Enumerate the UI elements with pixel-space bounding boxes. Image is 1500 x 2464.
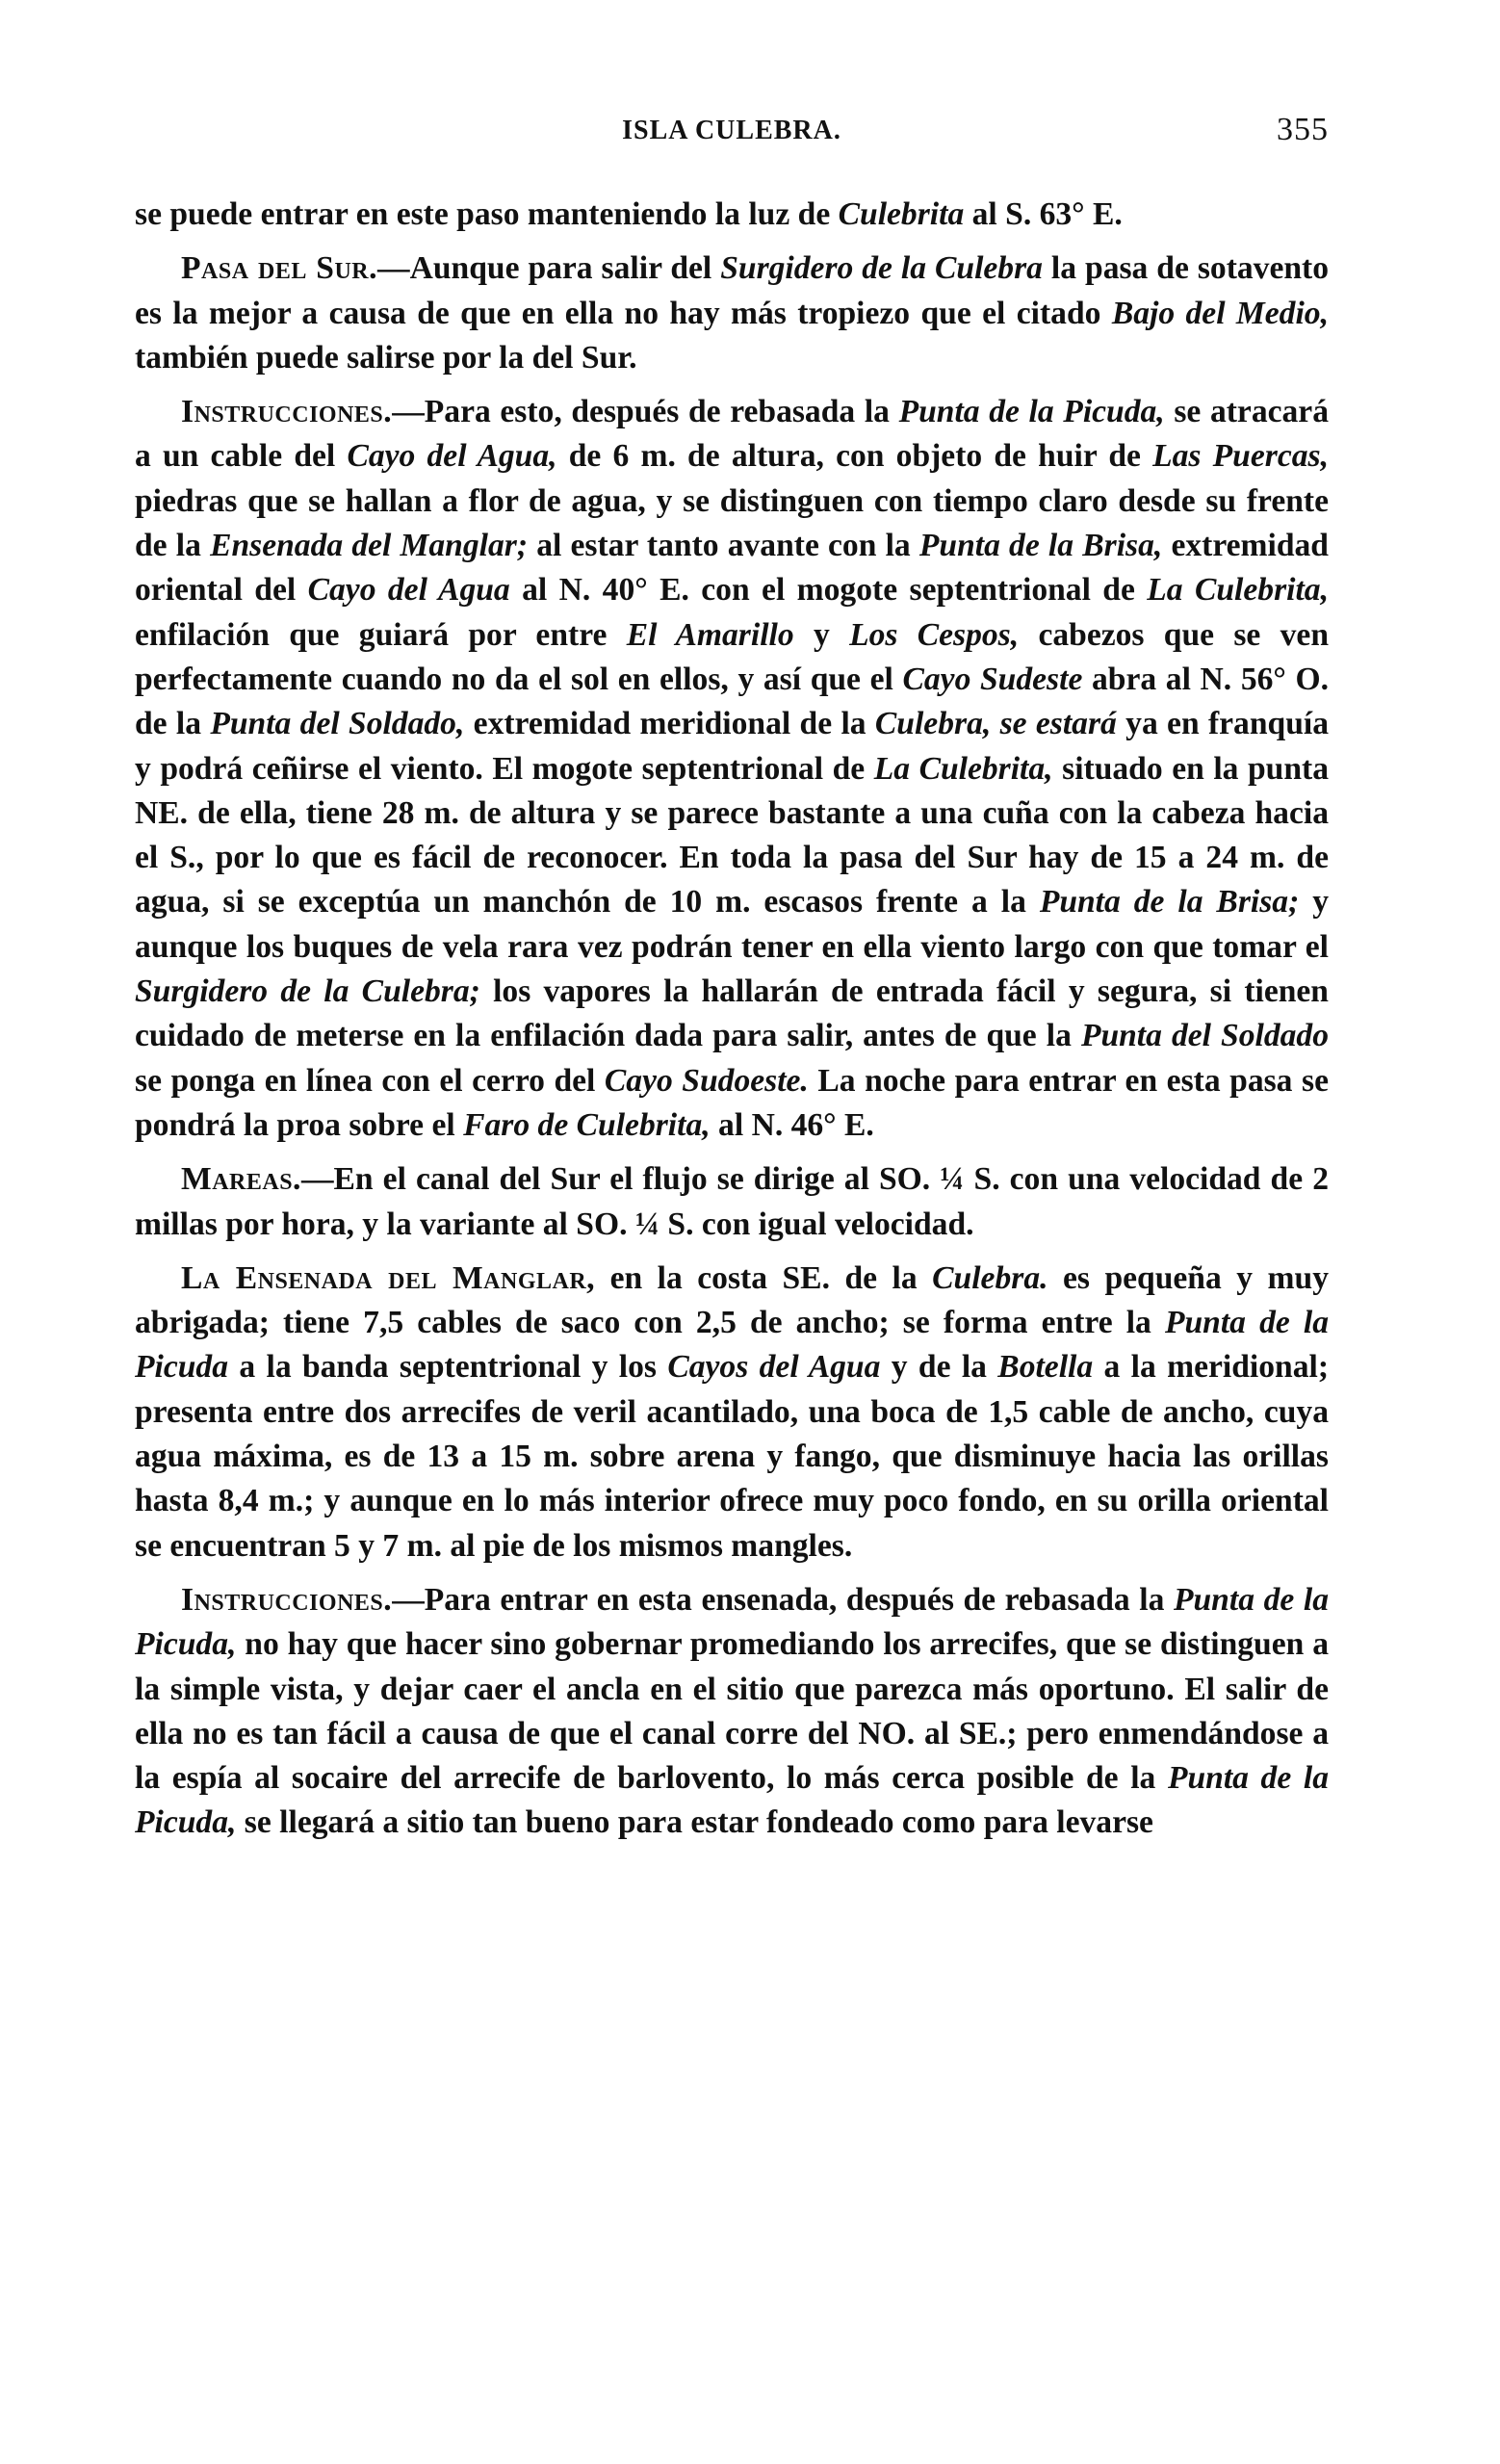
paragraph-instrucciones-ensenada — [135, 1578, 1329, 1846]
text-run: y aunque los buques de vela rara vez podrán tener en ella viento largo con que tomar el — [135, 884, 1329, 965]
italic-place-name: Los Cespos, — [849, 616, 1020, 653]
italic-place-name: El Amarillo — [626, 616, 794, 653]
text-run: cabezos que se ven perfectamente cuando no da el sol en ellos, y así que el — [135, 616, 1330, 697]
paragraph-pasa-del-sur — [135, 246, 1329, 380]
paragraph-ensenada-manglar — [135, 1257, 1329, 1569]
text-run: La noche para entrar en esta pasa se pondrá la proa sobre el — [135, 1062, 1329, 1143]
text-run: de 6 m. de altura, con objeto de huir de — [556, 438, 1153, 475]
paragraph-mareas — [135, 1157, 1329, 1247]
text-run: abra al N. 56° O. de la — [135, 661, 1330, 742]
text-run: no hay que hacer sino gobernar promediando los arrecifes, que se distinguen a la simple vista, y dejar caer el ancla en el sitio que parezca más oportuno. El salir de ella no es tan fácil a causa de que el canal corre del NO. al SE.; pero enmendándose a la espía al socaire del arrecife de barlovento, lo más cerca posible de la — [135, 1626, 1329, 1797]
text-run: también puede salirse por la del Sur. — [135, 339, 637, 376]
text-run: y de la — [880, 1349, 998, 1386]
section-heading: Instrucciones. — [181, 394, 393, 430]
text-run: a la banda septentrional y los — [228, 1349, 668, 1386]
text-run: se atracará a un cable del — [135, 394, 1330, 475]
italic-place-name: Punta de la Picuda, — [898, 394, 1165, 430]
italic-place-name: Punta de la Brisa, — [918, 528, 1163, 564]
paragraph-continuation — [135, 193, 1329, 237]
section-heading: Mareas. — [181, 1161, 301, 1198]
text-run: se ponga en línea con el cerro del — [135, 1062, 605, 1099]
text-run: —Para esto, después de rebasada la — [392, 394, 899, 430]
italic-place-name: Faro de Culebrita, — [463, 1106, 711, 1143]
italic-place-name: Surgidero de la Culebra; — [135, 973, 480, 1010]
text-run: piedras que se hallan a flor de agua, y se distinguen con tiempo claro desde su frente de la — [135, 482, 1329, 564]
text-run: y — [793, 616, 850, 653]
italic-place-name: La Culebrita, — [873, 750, 1053, 787]
italic-place-name: Cayo Sudoeste. — [604, 1062, 809, 1099]
text-run: extremidad oriental del — [135, 528, 1329, 609]
italic-place-name: La Culebrita, — [1147, 572, 1329, 609]
italic-place-name: Las Puercas, — [1152, 438, 1329, 475]
text-run: se llegará a sitio tan bueno para estar fondeado como para levarse — [236, 1804, 1153, 1841]
italic-place-name: Bajo del Medio, — [1111, 295, 1329, 331]
text-run: enfilación que guiará por entre — [135, 616, 627, 653]
italic-place-name: Ensenada del Manglar; — [210, 528, 529, 564]
text-run: a la meridional; presenta entre dos arrecifes de veril acantilado, una boca de 1,5 cable de ancho, cuya agua máxima, es de 13 a 15 m. sobre arena y fango, que disminuye hacia las orillas hasta 8,4 m.; y aunque en lo más interior ofrece muy poco fondo, en su orilla oriental se encuentran 5 y 7 m. al pie de los mismos mangles. — [135, 1349, 1329, 1564]
italic-place-name: Punta del Soldado, — [210, 706, 465, 742]
italic-place-name: Culebra, se estará — [874, 706, 1117, 742]
text-run: —Aunque para salir del — [377, 250, 721, 287]
italic-place-name: Cayo Sudeste — [902, 661, 1083, 697]
italic-place-name: Punta de la Picuda, — [135, 1760, 1329, 1841]
italic-place-name: Botella — [997, 1349, 1094, 1386]
text-run: situado en la punta NE. de ella, tiene 28 m. de altura y se parece bastante a una cuña con la cabeza hacia el S., por lo que es fácil de reconocer. En toda la pasa del Sur hay de 15 a 24 m. de agua, si se exceptúa un manchón de 10 m. escasos frente a la — [135, 750, 1329, 921]
text-run: es pequeña y muy abrigada; tiene 7,5 cables de saco con 2,5 de ancho; se forma entre la — [135, 1259, 1329, 1341]
text-run: los vapores la hallarán de entrada fácil y segura, si tienen cuidado de meterse en la enfilación dada para salir, antes de que la — [135, 973, 1329, 1054]
section-heading: Instrucciones. — [181, 1581, 393, 1618]
italic-place-name: Punta de la Brisa; — [1039, 884, 1300, 921]
italic-place-name: Culebra. — [932, 1259, 1048, 1296]
text-run: al N. 40° E. con el mogote septentrional de — [509, 572, 1148, 609]
italic-place-name: Surgidero de la Culebra — [720, 250, 1043, 287]
text-run: al N. 46° E. — [710, 1106, 874, 1143]
section-heading: La Ensenada del Manglar, — [181, 1259, 596, 1296]
running-title: ISLA CULEBRA. — [622, 116, 841, 145]
text-run: extremidad meridional de la — [464, 706, 875, 742]
text-run: la pasa de sotavento es la mejor a causa de que en ella no hay más tropiezo que el citado — [135, 250, 1330, 331]
text-run: —En el canal del Sur el flujo se dirige al SO. ¼ S. con una velocidad de 2 millas por hora, y la variante al SO. ¼ S. con igual velocidad. — [135, 1161, 1329, 1242]
text-run: al estar tanto avante con la — [528, 528, 919, 564]
text-run: —Para entrar en esta ensenada, después de rebasada la — [392, 1581, 1174, 1618]
italic-place-name: Punta de la Picuda, — [135, 1581, 1329, 1663]
italic-place-name: Cayo del Agua, — [347, 438, 557, 475]
running-header — [135, 106, 1329, 164]
text-run: al S. 63° E. — [964, 196, 1123, 232]
paragraph-instrucciones-sur — [135, 390, 1329, 1148]
document-page — [135, 106, 1329, 1846]
body-text — [135, 193, 1329, 1846]
italic-place-name: Culebrita — [838, 196, 965, 232]
section-heading: Pasa del Sur. — [181, 250, 378, 287]
italic-place-name: Cayo del Agua — [307, 572, 510, 609]
italic-place-name: Punta del Soldado — [1080, 1018, 1329, 1054]
text-run: ya en franquía y podrá ceñirse el viento. El mogote septentrional de — [135, 706, 1329, 787]
text-run: en la costa SE. de la — [595, 1259, 933, 1296]
italic-place-name: Cayos del Agua — [667, 1349, 881, 1386]
italic-place-name: Punta de la Picuda — [135, 1305, 1329, 1386]
page-number: 355 — [1277, 112, 1329, 147]
text-run: se puede entrar en este paso manteniendo la luz de — [135, 196, 839, 232]
